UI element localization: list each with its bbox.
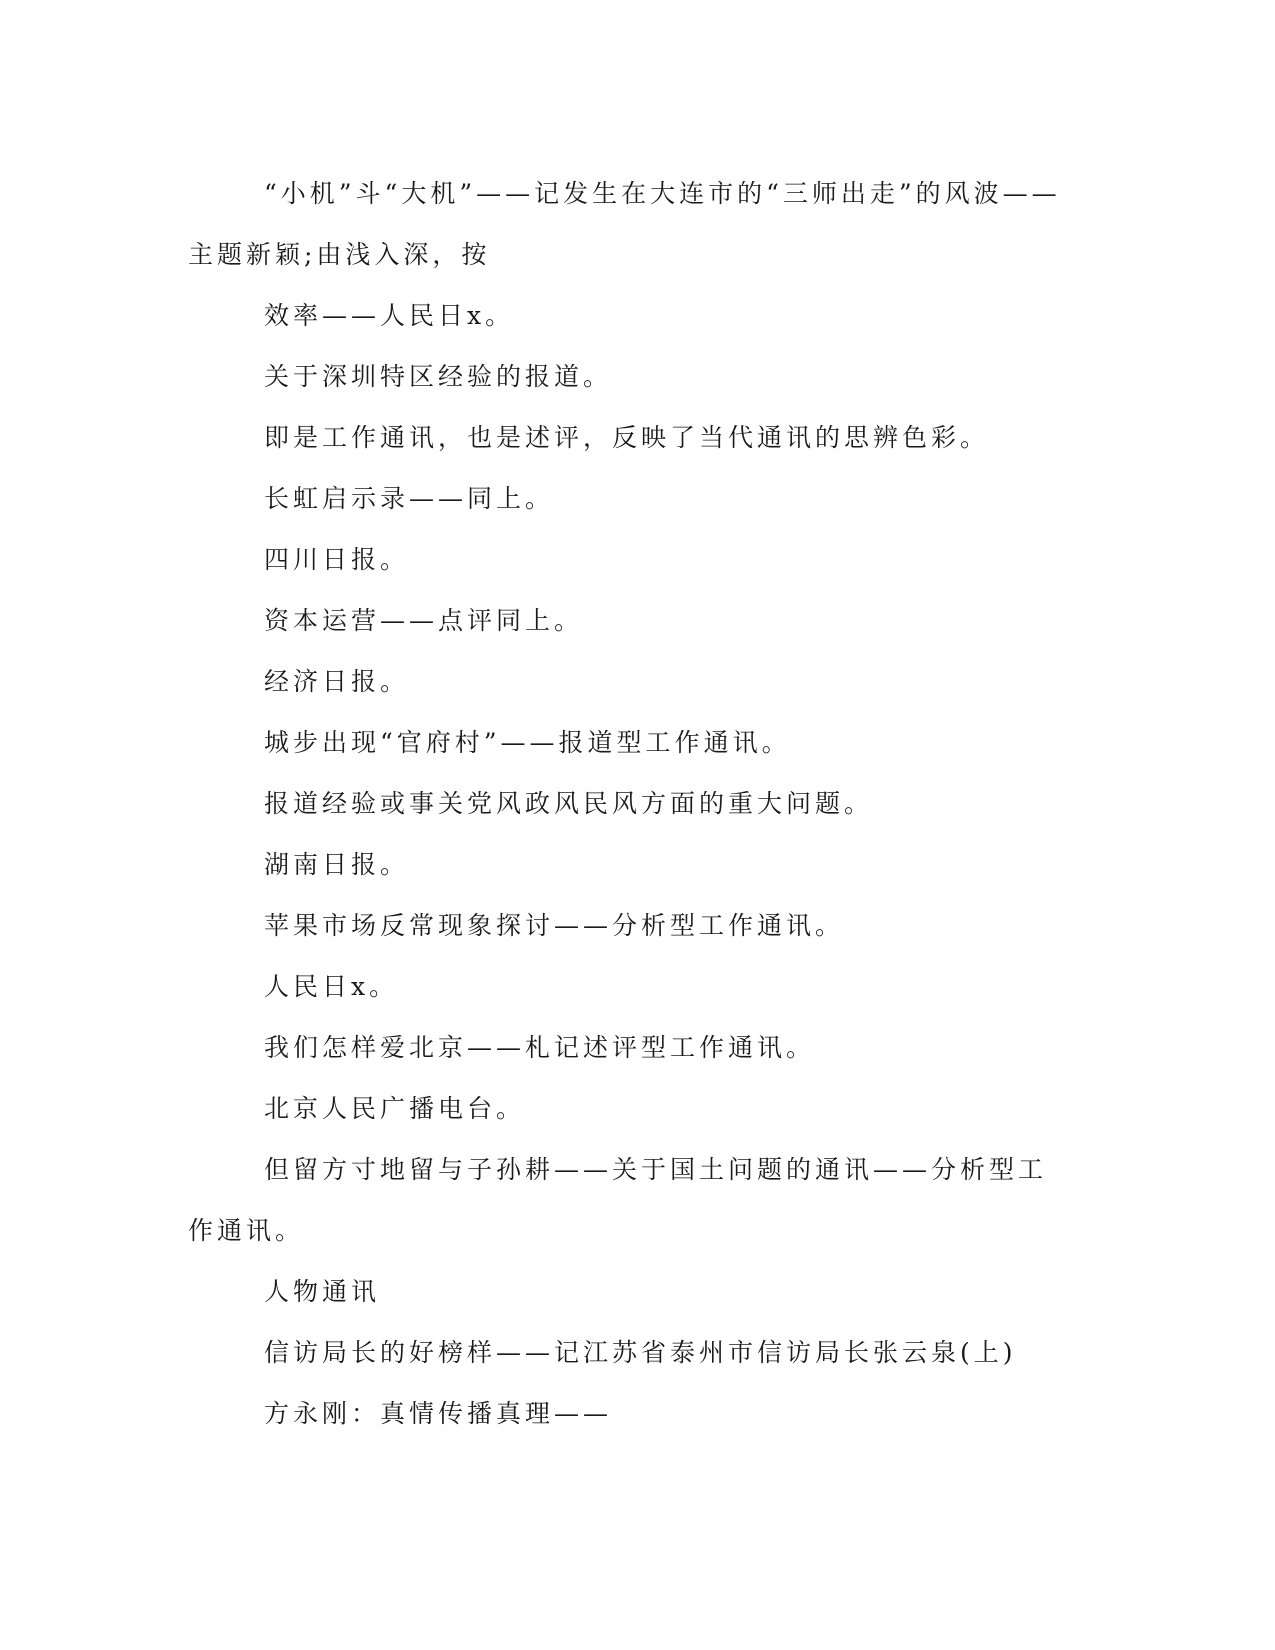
paragraph-2: 效率——人民日x。 [264,301,515,330]
paragraph-18: 信访局长的好榜样——记江苏省泰州市信访局长张云泉(上) [264,1338,1017,1367]
paragraph-3: 关于深圳特区经验的报道。 [264,362,613,391]
paragraph-19: 方永刚：真情传播真理—— [264,1399,613,1428]
paragraph-4: 即是工作通讯，也是述评，反映了当代通讯的思辨色彩。 [264,423,990,452]
paragraph-9: 城步出现“官府村”——报道型工作通讯。 [264,728,791,757]
paragraph-13: 人民日x。 [264,972,399,1001]
paragraph-12: 苹果市场反常现象探讨——分析型工作通讯。 [264,911,845,940]
paragraph-7: 资本运营——点评同上。 [264,606,584,635]
paragraph-11: 湖南日报。 [264,850,410,879]
document-body [188,163,1068,1444]
paragraph-16: 但留方寸地留与子孙耕——关于国土问题的通讯——分析型工作通讯。 [188,1155,1048,1245]
paragraph-14: 我们怎样爱北京——札记述评型工作通讯。 [264,1033,816,1062]
paragraph-1: “小机”斗“大机”——记发生在大连市的“三师出走”的风波——主题新颖;由浅入深，按 [188,179,1061,269]
paragraph-5: 长虹启示录——同上。 [264,484,555,513]
paragraph-10: 报道经验或事关党风政风民风方面的重大问题。 [264,789,874,818]
paragraph-8: 经济日报。 [264,667,410,696]
paragraph-17: 人物通讯 [264,1277,381,1306]
paragraph-15: 北京人民广播电台。 [264,1094,526,1123]
paragraph-6: 四川日报。 [264,545,410,574]
